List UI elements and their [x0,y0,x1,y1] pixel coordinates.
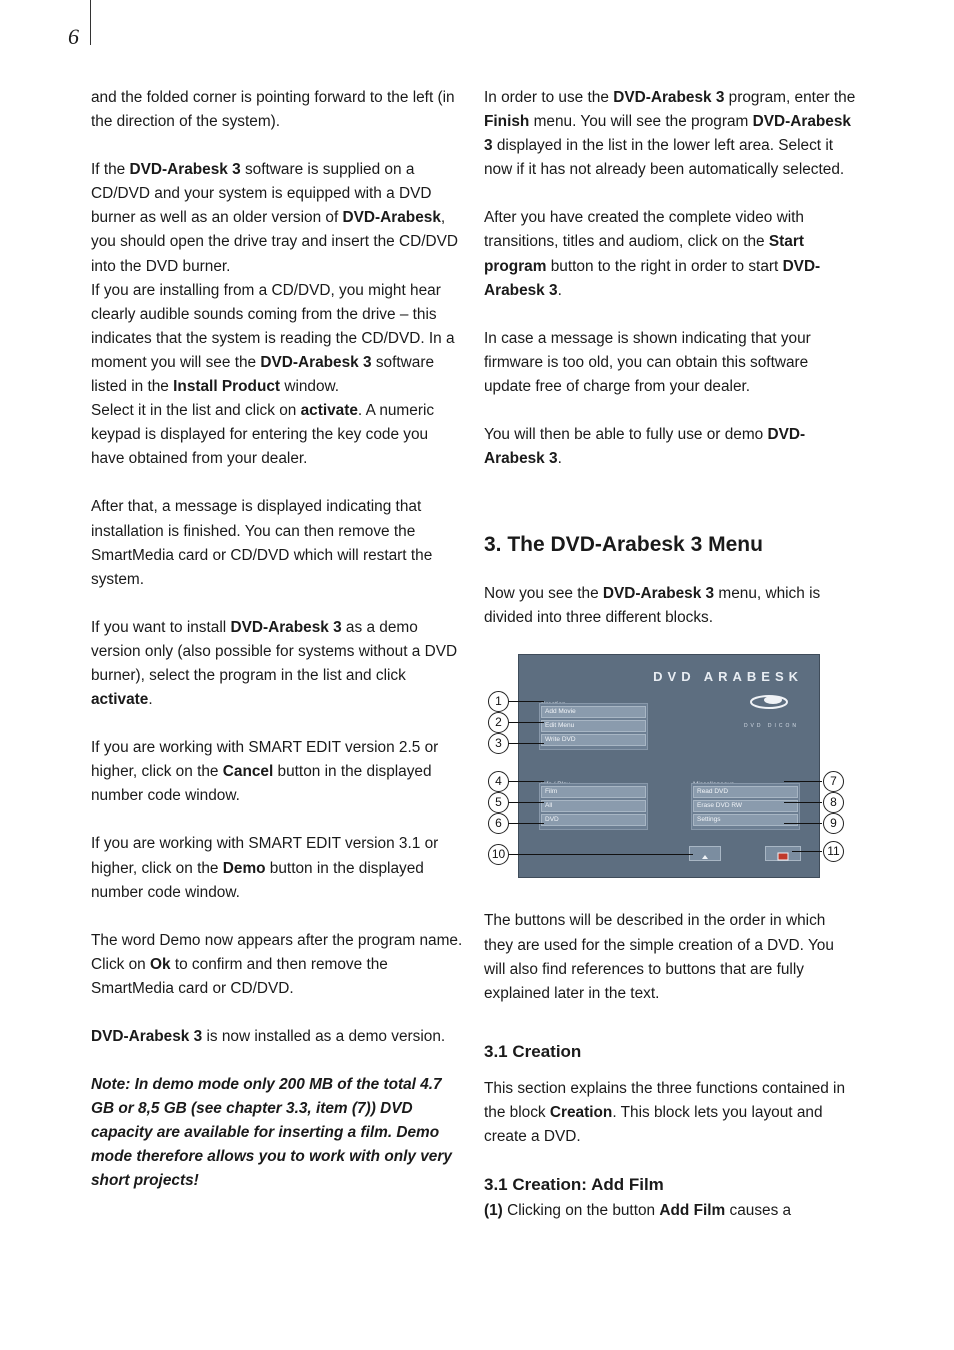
edit-menu-button[interactable]: Edit Menu [541,720,646,732]
creation-block [539,703,648,750]
section-heading: 3. The DVD-Arabesk 3 Menu [484,533,763,557]
all-button[interactable]: All [541,800,646,812]
callout-8: 8 [823,792,844,813]
paragraph: If you are working with SMART EDIT version 2.5 or higher, click on the Cancel button in the displayed number code window. [91,739,439,805]
paragraph: If you are working with SMART EDIT version 3.1 or higher, click on the Demo button in the displayed number code window. [91,835,439,901]
leader-line [508,854,693,855]
eject-button[interactable] [689,846,721,861]
paragraph: In case a message is shown indicating that your firmware is too old, you can obtain this software update free of charge from your dealer. [484,329,811,395]
paragraph: Select it in the list and click on activate. A numeric keypad is displayed for entering the key code you have obtained from your dealer. [91,402,435,468]
paragraph: Now you see the DVD-Arabesk 3 menu, which is divided into three different blocks. [484,585,821,627]
callout-1: 1 [488,691,509,712]
callout-10: 10 [488,844,509,865]
paragraph: (1) Clicking on the button Add Film causes a [484,1202,792,1220]
callout-9: 9 [823,813,844,834]
paragraph: The word Demo now appears after the program name. Click on Ok to confirm and then remove the SmartMedia card or CD/DVD. [91,931,463,997]
subsection-heading: 3.1 Creation [484,1041,582,1061]
callout-5: 5 [488,792,509,813]
callout-7: 7 [823,771,844,792]
leader-line [508,802,544,803]
erase-dvd-rw-button[interactable]: Erase DVD RW [693,800,798,812]
add-movie-button[interactable]: Add Movie [541,706,646,718]
settings-button[interactable]: Settings [693,814,798,826]
callout-4: 4 [488,771,509,792]
callout-6: 6 [488,813,509,834]
eject-icon [690,850,720,863]
brand-subtitle: DVD DICON [743,723,799,730]
paragraph: After you have created the complete video with transitions, titles and audiom, click on the Start program button to the right in order to start DVD-Arabesk 3. [484,209,821,299]
dvd-button[interactable]: DVD [541,814,646,826]
paragraph: After that, a message is displayed indicating that installation is finished. You can then remove the SmartMedia card or CD/DVD which will restart the system. [91,498,433,588]
menu-figure [484,654,856,879]
subsection-heading: 3.1 Creation: Add Film [484,1175,664,1195]
paragraph: and the folded corner is pointing forward to the left (in the direction of the system). [91,89,455,131]
leader-line [508,722,544,723]
dvd-logo-icon [749,693,789,709]
paragraph: You will then be able to fully use or demo DVD-Arabesk 3. [484,426,806,468]
callout-2: 2 [488,712,509,733]
leader-line [784,823,822,824]
callout-11: 11 [823,841,844,862]
left-column [91,86,463,1218]
paragraph: If you are installing from a CD/DVD, you might hear clearly audible sounds coming from the drive – this indicates that the system is reading the CD/DVD. In a moment you will see the DVD-Arabesk 3 software listed in the Install Product window. [91,281,455,396]
callout-3: 3 [488,733,509,754]
exit-button[interactable] [765,846,801,861]
leader-line [508,701,544,702]
paragraph: If the DVD-Arabesk 3 software is supplied on a CD/DVD and your system is equipped with a DVD burner as well as an older version of DVD-Arabesk, you should open the drive tray and insert the CD/DVD into the DVD burner. [91,161,459,275]
paragraph: This section explains the three functions contained in the block Creation. This block lets you layout and create a DVD. [484,1079,846,1145]
write-dvd-button[interactable]: Write DVD [541,734,646,746]
page-number: 6 [68,24,79,49]
read-dvd-button[interactable]: Read DVD [693,786,798,798]
leader-line [784,802,822,803]
leader-line [508,781,544,782]
paragraph: If you want to install DVD-Arabesk 3 as a demo version only (also possible for systems without a DVD burner), select the program in the list and click activate. [91,618,458,709]
paragraph: DVD-Arabesk 3 is now installed as a demo version. [91,1028,446,1045]
info-play-block [539,783,648,830]
paragraph: In order to use the DVD-Arabesk 3 program, enter the Finish menu. You will see the program DVD-Arabesk 3 displayed in the list in the lower left area. Select it now if it has not already been automatically selected. [484,89,856,179]
page-rule [90,0,91,45]
demo-note: Note: In demo mode only 200 MB of the total 4.7 GB or 8,5 GB (see chapter 3.3, item (7)) DVD capacity are available for inserting a film. Demo mode therefore allows you to work with only very short projects! [91,1076,452,1190]
film-button[interactable]: Film [541,786,646,798]
leader-line [784,781,822,782]
brand-title: DVD ARABESK [653,669,803,685]
leader-line [508,743,544,744]
leader-line [508,823,544,824]
dvd-arabesk-screen [518,654,820,878]
right-column [484,86,856,1247]
leader-line [792,851,822,852]
paragraph: The buttons will be described in the order in which they are used for the simple creation of a DVD. You will also find references to buttons that are fully explained later in the text. [484,912,834,1002]
